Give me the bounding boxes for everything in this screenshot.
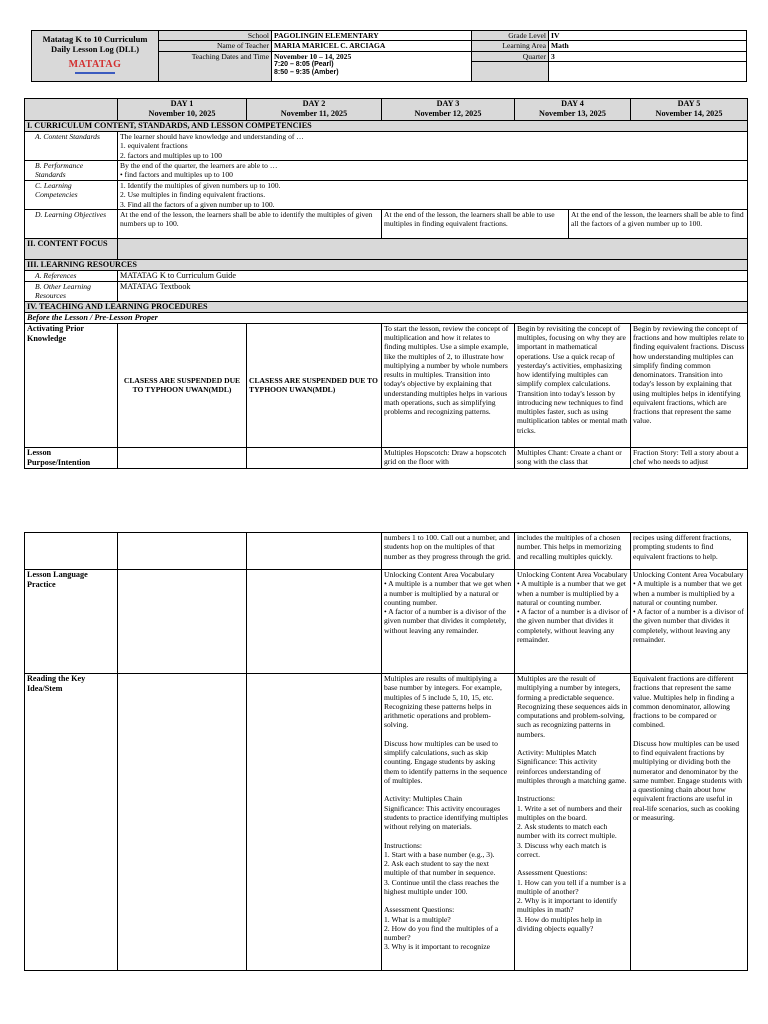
dates-value: November 10 – 14, 2025 — [274, 51, 352, 61]
purpose-cont-day1 — [118, 533, 247, 570]
purpose-day1 — [118, 447, 247, 468]
language-day1 — [118, 570, 247, 674]
lesson-log-table — [24, 98, 748, 469]
day-header-5: DAY 5 November 14, 2025 — [631, 99, 748, 121]
language-day3: Unlocking Content Area Vocabulary • A multiple is a number that we get when a number is multiplied by a natural or counting number. • A factor of a number is a divisor of the given number that divides it completely, without leaving any remainder. — [382, 570, 515, 674]
purpose-cont-label — [25, 533, 118, 570]
content-focus-empty — [118, 238, 748, 259]
teacher-value: MARIA MARICEL C. ARCIAGA — [272, 41, 472, 51]
objective-day1-2: At the end of the lesson, the learners shall be able to identify the multiples of given numbers up to 100. — [118, 209, 382, 238]
day-header-2: DAY 2 November 11, 2025 — [247, 99, 382, 121]
section-curriculum: I. CURRICULUM CONTENT, STANDARDS, AND LESSON COMPETENCIES — [25, 121, 748, 132]
label-other-resources: B. Other Learning Resources — [25, 281, 118, 301]
school-value: PAGOLINGIN ELEMENTARY — [272, 31, 472, 41]
logo-underline — [75, 72, 115, 74]
label-references: A. References — [25, 270, 118, 281]
performance-standards: By the end of the quarter, the learners are able to … • find factors and multiples up to 100 — [118, 161, 748, 181]
suspended-day2: CLASESS ARE SUSPENDED DUE TO TYPHOON UWAN(MDL) — [247, 323, 382, 447]
dates-cell — [272, 51, 472, 81]
label-performance-standards: B. Performance Standards — [25, 161, 118, 181]
purpose-day4-cont: includes the multiples of a chosen number. This helps in memorizing and recalling multiples quickly. — [515, 533, 631, 570]
label-reading: Reading the Key Idea/Stem — [25, 674, 118, 971]
objective-day5: At the end of the lesson, the learners shall be able to find all the factors of a given number up to 100. — [569, 209, 748, 238]
language-day5: Unlocking Content Area Vocabulary • A multiple is a number that we get when a number is multiplied by a natural or counting number. • A factor of a number is a divisor of the given number that divides it completely, without leaving any remainder. — [631, 570, 748, 674]
day-header-1: DAY 1 November 10, 2025 — [118, 99, 247, 121]
purpose-day3-start: Multiples Hopscotch: Draw a hopscotch grid on the floor with — [382, 447, 515, 468]
reading-day4: Multiples are the result of multiplying a number by integers, forming a predictable sequence. Recognizing these sequences aids in computations and problem-solving, such as recognizing patterns in numbers. Activity: Multiples Match Significance: This activity reinforces understanding of multiples through a matching game. Instructions: 1. Write a set of numbers and their multiples on the board. 2. Ask students to match each number with its correct multiple. 3. Discuss why each match is correct. Assessment Questions: 1. How can you tell if a number is a multiple of another? 2. Why is it important to identify multiples in math? 3. How do multiples help in dividing objects equally? — [515, 674, 631, 971]
section-content-focus: II. CONTENT FOCUS — [25, 238, 118, 259]
lesson-log-table-continued — [24, 532, 748, 971]
school-label: School — [159, 31, 272, 41]
before-lesson-label: Before the Lesson / Pre-Lesson Proper — [25, 312, 748, 323]
title-line1: Matatag K to 10 Curriculum — [42, 34, 148, 44]
label-content-standards: A. Content Standards — [25, 132, 118, 161]
quarter-label: Quarter — [472, 51, 549, 61]
purpose-day5-start: Fraction Story: Tell a story about a chef who needs to adjust — [631, 447, 748, 468]
reading-day5: Equivalent fractions are different fractions that represent the same value. Multiples help in finding a common denominator, allowing fractions to be compared or combined. Discuss how multiples can be used to find equivalent fractions by multiplying or dividing both the numerator and denominator by the same number. Engage students with a questioning chain about how equivalent fractions are useful in real-life scenarios, such as cooking or measuring. — [631, 674, 748, 971]
purpose-day3-cont: numbers 1 to 100. Call out a number, and students hop on the multiples of that number as they progress through the grid. — [382, 533, 515, 570]
header-table — [31, 30, 747, 82]
grade-spacer-right — [549, 61, 747, 81]
grade-spacer-left — [472, 61, 549, 81]
label-purpose: Lesson Purpose/Intention — [25, 447, 118, 468]
area-value: Math — [549, 41, 747, 51]
dates-label: Teaching Dates and Time — [159, 51, 272, 81]
area-label: Learning Area — [472, 41, 549, 51]
section-learning-resources: III. LEARNING RESOURCES — [25, 259, 748, 270]
section-procedures: IV. TEACHING AND LEARNING PROCEDURES — [25, 301, 748, 312]
purpose-day2 — [247, 447, 382, 468]
day-header-3: DAY 3 November 12, 2025 — [382, 99, 515, 121]
grade-value: IV — [549, 31, 747, 41]
quarter-value: 3 — [549, 51, 747, 61]
purpose-cont-day2 — [247, 533, 382, 570]
teacher-label: Name of Teacher — [159, 41, 272, 51]
matatag-logo: MATATAG — [68, 58, 122, 70]
grade-label: Grade Level — [472, 31, 549, 41]
label-learning-objectives: D. Learning Objectives — [25, 209, 118, 238]
label-activating: Activating Prior Knowledge — [25, 323, 118, 447]
content-standards: The learner should have knowledge and understanding of … 1. equivalent fractions 2. factors and multiples up to 100 — [118, 132, 748, 161]
language-day4: Unlocking Content Area Vocabulary • A multiple is a number that we get when a number is multiplied by a natural or counting number. • A factor of a number is a divisor of the given number that divides it completely, without leaving any remainder. — [515, 570, 631, 674]
corner-cell — [25, 99, 118, 121]
references: MATATAG K to Curriculum Guide — [118, 270, 748, 281]
day-header-4: DAY 4 November 13, 2025 — [515, 99, 631, 121]
other-resources: MATATAG Textbook — [118, 281, 748, 301]
title-line2: Daily Lesson Log (DLL) — [50, 44, 140, 55]
purpose-day4-start: Multiples Chant: Create a chant or song with the class that — [515, 447, 631, 468]
time-pearl: 7:20 – 8:05 (Pearl) — [274, 60, 334, 68]
time-amber: 8:50 – 9:35 (Amber) — [274, 69, 339, 77]
learning-competencies: 1. Identify the multiples of given numbers up to 100. 2. Use multiples in finding equivalent fractions. 3. Find all the factors of a given number up to 100. — [118, 181, 748, 210]
reading-day3: Multiples are results of multiplying a base number by integers. For example, multiples of 5 include 5, 10, 15, etc. Recognizing these patterns helps in arithmetic operations and problem-solving. Discuss how multiples can be used to simplify calculations, such as skip counting. Engage students by asking them to identify patterns in the sequence of multiples. Activity: Multiples Chain Significance: This activity encourages students to practice identifying multiples without relying on materials. Instructions: 1. Start with a base number (e.g., 3). 2. Ask each student to say the next multiple of that number in sequence. 3. Continue until the class reaches the highest multiple under 100. Assessment Questions: 1. What is a multiple? 2. How do you find the multiples of a number? 3. Why is it important to recognize — [382, 674, 515, 971]
activating-day3: To start the lesson, review the concept of multiplication and how it relates to finding multiples. Use a simple example, like the multiples of 2, to illustrate how multiplying a number by whole numbers results in multiples. Transition into today's objective by explaining that understanding multiples helps in various math operations, such as simplifying problems and recognizing patterns. — [382, 323, 515, 447]
reading-day1 — [118, 674, 247, 971]
label-language: Lesson Language Practice — [25, 570, 118, 674]
objective-day3-4: At the end of the lesson, the learners shall be able to use multiples in finding equivalent fractions. — [382, 209, 569, 238]
reading-day2 — [247, 674, 382, 971]
language-day2 — [247, 570, 382, 674]
label-learning-competencies: C. Learning Competencies — [25, 181, 118, 210]
suspended-day1: CLASESS ARE SUSPENDED DUE TO TYPHOON UWAN(MDL) — [118, 323, 247, 447]
activating-day5: Begin by reviewing the concept of fractions and how multiples relate to finding equivalent fractions. Discuss how understanding multiples can simplify finding common denominators. Transition into today's lesson by explaining that using multiples helps in identifying equivalent fractions, which are fractions that represent the same value. — [631, 323, 748, 447]
activating-day4: Begin by revisiting the concept of multiples, focusing on why they are important in mathematical operations. Use a quick recap of yesterday's activities, emphasizing how identifying multiples can simplify complex calculations. Transition into today's lesson by introducing new techniques to find multiples faster, such as using multiplication tables or mental math tricks. — [515, 323, 631, 447]
purpose-day5-cont: recipes using different fractions, prompting students to find equivalent fractions to help. — [631, 533, 748, 570]
title-block — [32, 31, 159, 82]
